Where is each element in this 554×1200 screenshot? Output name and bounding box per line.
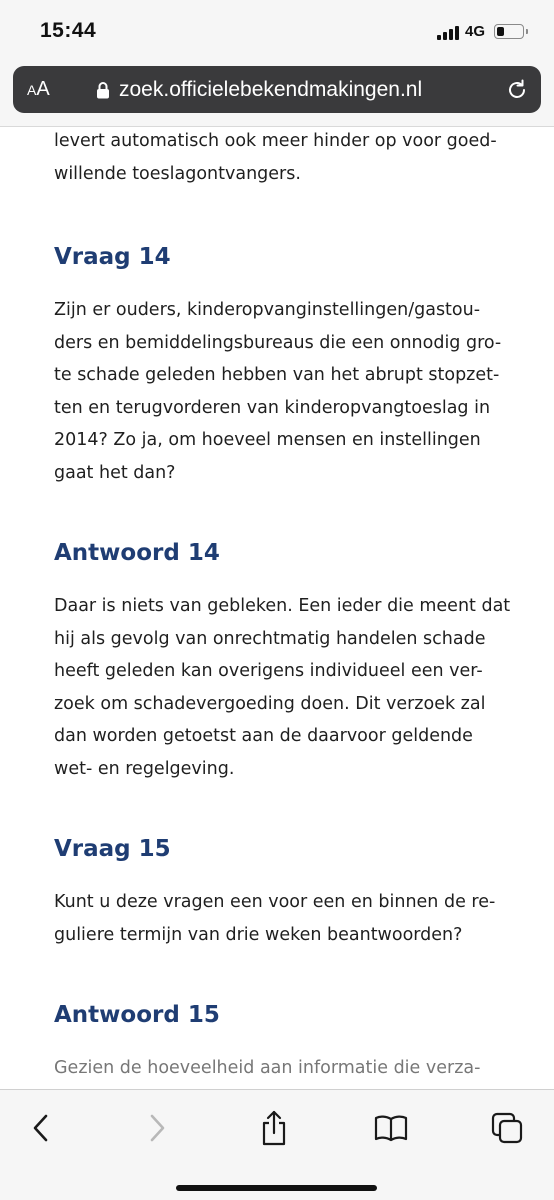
section-heading: Antwoord 15 (54, 1002, 220, 1028)
status-bar (0, 0, 554, 60)
text-size-button[interactable] (27, 77, 50, 102)
bookmarks-button[interactable] (371, 1108, 411, 1148)
section-heading: Antwoord 14 (54, 540, 220, 566)
home-indicator[interactable] (176, 1185, 377, 1191)
reload-icon[interactable] (505, 78, 529, 102)
section-paragraph: Gezien de hoeveelheid aan informatie die verza- (54, 1058, 481, 1078)
text-size-large-glyph: A (36, 78, 50, 100)
bottom-toolbar (0, 1089, 554, 1200)
forward-button[interactable] (137, 1108, 177, 1148)
battery-tip (526, 29, 528, 34)
text-size-small-glyph: A (27, 82, 37, 98)
tabs-icon (491, 1112, 523, 1144)
section-heading: Vraag 15 (54, 836, 171, 862)
network-label: 4G (465, 23, 486, 40)
section-heading: Vraag 14 (54, 244, 171, 270)
battery-level (497, 27, 504, 36)
section-paragraph: Daar is niets van gebleken. Een ieder die meent dat hij als gevolg van onrechtmatig handelen schade heeft geleden kan overigens individueel een ver- zoek om schadevergoeding doen. Dit verzoek zal dan worden getoetst aan de daarvoor geldende wet- en regelgeving. (54, 596, 511, 779)
back-button[interactable] (21, 1108, 61, 1148)
battery-icon (494, 24, 524, 39)
bookmarks-icon (374, 1114, 408, 1142)
page-content (0, 127, 554, 1089)
url-text[interactable]: zoek.officielebekendmakingen.nl (119, 78, 423, 101)
signal-icon (437, 26, 461, 40)
status-time: 15:44 (40, 19, 97, 42)
section-paragraph: Zijn er ouders, kinderopvanginstellingen/gastou- ders en bemiddelingsbureaus die een onnodig gro- te schade geleden hebben van het abrupt stopzet- ten en terugvorderen van kinderopvangtoeslag in 2014? Zo ja, om hoeveel mensen en instellingen gaat het dan? (54, 300, 502, 483)
forward-icon (146, 1113, 168, 1143)
article (54, 127, 514, 1085)
address-bar-area (0, 60, 554, 127)
share-icon (259, 1110, 289, 1146)
intro-paragraph: levert automatisch ook meer hinder op voor goed- willende toeslagontvangers. (54, 131, 497, 184)
lock-icon (96, 81, 110, 99)
address-bar[interactable] (13, 66, 541, 113)
share-button[interactable] (254, 1108, 294, 1148)
section-paragraph: Kunt u deze vragen een voor een en binnen de re- guliere termijn van drie weken beantwoorden? (54, 892, 496, 945)
back-icon (30, 1113, 52, 1143)
tabs-button[interactable] (487, 1108, 527, 1148)
